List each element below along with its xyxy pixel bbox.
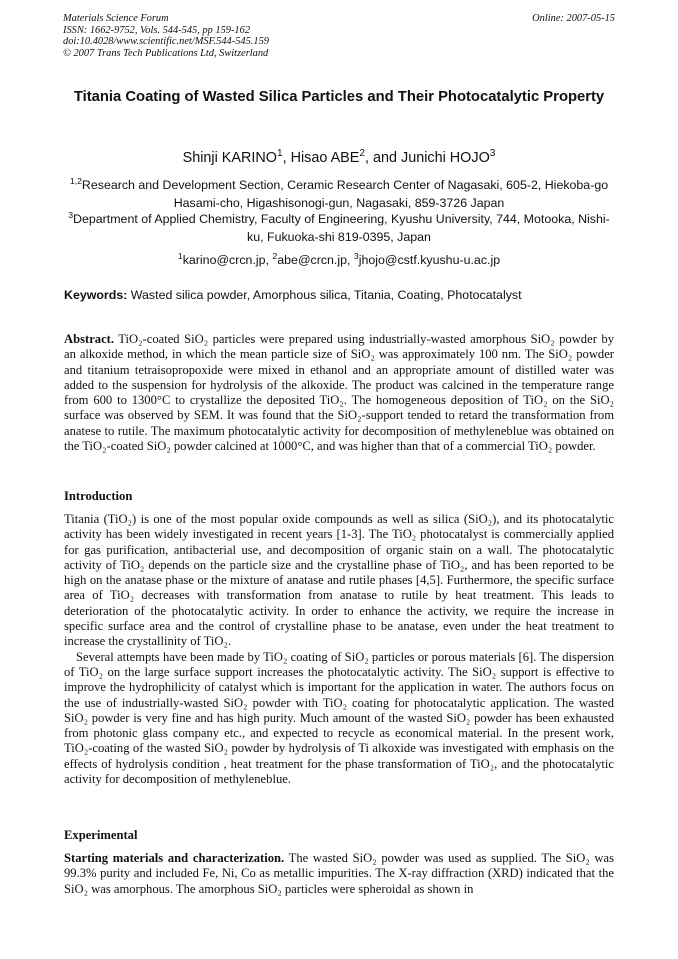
author-name: Shinji KARINO [182,150,277,166]
abstract-text: TiO₂-coated SiO₂ particles were prepared using industrially-wasted amorphous SiO₂ powder by an alkoxide method, in which the mean particle size of SiO₂ was approximately 100 nm. The SiO₂ powder and titanium tetraisopropoxide were mixed in ethanol and an appropriate amount of distilled water was added to the suspension for hydrolysis of the alkoxide. The product was calcined in the temperature range from 600 to 1300°C to crystallize the deposited TiO₂. The homogeneous deposition of TiO₂ on the SiO₂ surface was observed by SEM. It was found that the SiO₂-support tended to retard the transformation from anatese to rutile. The maximum photocatalytic activity for decomposition of methyleneblue was obtained on the TiO₂-coated SiO₂ powder calcined at 1000°C, and was higher than that of a commercial TiO₂ powder. [64,332,614,454]
doi-line: doi:10.4028/www.scientific.net/MSF.544-545.159 [63,36,269,48]
email-line [60,250,618,267]
author-sup: 1 [276,148,283,160]
abstract [64,332,614,454]
online-date: Online: 2007-05-15 [532,13,615,24]
author-separator: , and [364,150,401,166]
introduction-paragraph: Several attempts have been made by TiO₂ coating of SiO₂ particles or porous materials [6]. The dispersion of TiO₂ on the large surface support increases the photocatalytic activity. The SiO₂ support is effective to improve the hydrophilicity of catalyst which is important for the application in water. The authors focus on the use of industrially-wasted SiO₂ powder with TiO₂ coating for photocatalytic application. The wasted SiO₂ powder is very fine and has high purity. Much amount of the wasted SiO₂ powder has been exhausted from photonic glass company etc., and expected to recycle as economical material. In the present work, TiO₂-coating of the wasted SiO₂ powder by hydrolysis of Ti alkoxide was investigated with emphasis on the effects of hydrolysis condition , heat treatment for the phase transformation of TiO₂, and the photocatalytic activity for decomposition of methyleneblue. [64,649,614,787]
affiliation-text: Department of Applied Chemistry, Faculty of Engineering, Kyushu University, 744, Motooka, Nishi-ku, Fukuoka-shi 819-0395, Japan [73,212,610,244]
experimental-heading: Experimental [64,828,138,842]
author-line [60,150,618,166]
author-sup: 2 [359,148,365,160]
author-name: Hisao ABE [290,150,360,166]
affiliation-sup: 3 [68,209,74,220]
author-sup: 3 [489,148,496,160]
email-sup: 3 [353,250,359,261]
experimental-body [64,851,614,897]
abstract-label: Abstract. [64,332,115,346]
author-separator: , [282,150,291,166]
email-address[interactable]: jhojo@cstf.kyushu-u.ac.jp [358,253,501,267]
issn-line: ISSN: 1662-9752, Vols. 544-545, pp 159-162 [63,24,251,36]
journal-name: Materials Science Forum [63,13,169,24]
paper-title: Titania Coating of Wasted Silica Particles and Their Photocatalytic Property [73,89,605,105]
email-sup: 2 [272,250,278,261]
experimental-text: The wasted SiO₂ powder was used as supplied. The SiO₂ was 99.3% purity and included Fe, Ni, Co as metallic impurities. The X-ray diffraction (XRD) indicated that the SiO₂ was amorphous. The amorphous SiO₂ particles were spheroidal as shown in [64,851,615,896]
email-address[interactable]: karino@crcn.jp, [182,253,273,267]
introduction-body [64,512,614,787]
affiliation-2 [60,211,618,246]
email-sup: 1 [177,250,183,261]
affiliation-sup: 1,2 [69,175,82,186]
keywords-text: Wasted silica powder, Amorphous silica, Titania, Coating, Photocatalyst [127,288,522,302]
keywords [64,288,624,302]
introduction-heading: Introduction [64,489,133,503]
author-name: Junichi HOJO [401,150,490,166]
email-address[interactable]: abe@crcn.jp, [277,253,354,267]
affiliation-1 [60,177,618,212]
journal-header-left [63,13,269,59]
affiliation-text: Research and Development Section, Ceramic Research Center of Nagasaki, 605-2, Hiekoba-go Hasami-cho, Higashisonogi-gun, Nagasaki, 859-3726 Japan [81,178,609,210]
subsection-label: Starting materials and characterization. [64,851,285,865]
introduction-paragraph: Titania (TiO₂) is one of the most popular oxide compounds as well as silica (SiO₂), and its photocatalytic activity has been widely investigated in recent years [1-3]. The TiO₂ photocatalyst is commercially applied for gas purification, antibacterial use, and decomposition of organic stain on a wall. The photocatalytic activity of TiO₂ depends on the particle size and the crystalline phase of TiO₂, and has been reported to be high on the anatase phase or the mixture of anatase and rutile phases [4,5]. Furthermore, the specific surface area of TiO₂ decreases with transformation from anatase to rutile by heat treatment. This leads to deterioration of the photocatalytic activity. In order to enhance the activity, we require the increase in specific surface area and the control of crystalline phase to be anatase, even under the heat treatment to increase the crystallinity of TiO₂. [64,512,614,649]
copyright-line: © 2007 Trans Tech Publications Ltd, Switzerland [63,47,269,59]
keywords-label: Keywords: [64,288,128,302]
